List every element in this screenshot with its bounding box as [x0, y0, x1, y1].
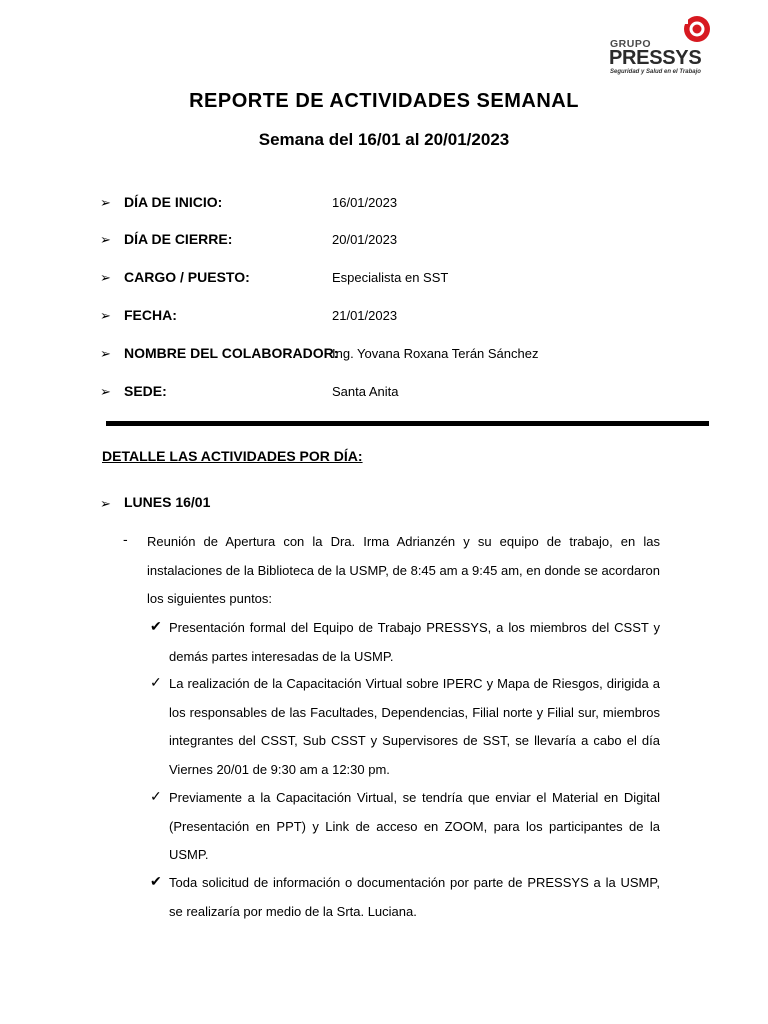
- info-label: FECHA:: [124, 307, 177, 323]
- arrowhead-bullet-icon: ➢: [100, 195, 111, 210]
- info-label: SEDE:: [124, 383, 167, 399]
- info-value: 16/01/2023: [332, 195, 398, 210]
- info-value: 21/01/2023: [332, 308, 398, 323]
- document-subtitle: Semana del 16/01 al 20/01/2023: [258, 130, 510, 149]
- horizontal-divider: [106, 421, 709, 426]
- activity-paragraph: Reunión de Apertura con la Dra. Irma Adrianzén y su equipo de trabajo, en las instalaciones de la Biblioteca de la USMP, de 8:45 am a 9:45 am, en donde se acordaron los siguientes puntos:: [147, 534, 660, 606]
- activity-point: Toda solicitud de información o documentación por parte de PRESSYS a la USMP, se realizaría por medio de la Srta. Luciana.: [169, 875, 660, 919]
- info-row-position: [100, 268, 700, 292]
- checkmark-icon: ✓: [150, 674, 162, 690]
- info-label: DÍA DE CIERRE:: [124, 231, 233, 247]
- dash-bullet: -: [123, 531, 128, 547]
- logo-circle-icon: [682, 14, 712, 44]
- arrowhead-bullet-icon: ➢: [100, 232, 111, 247]
- arrowhead-bullet-icon: ➢: [100, 496, 111, 511]
- activity-point: Presentación formal del Equipo de Trabajo PRESSYS, a los miembros del CSST y demás partes interesadas de la USMP.: [169, 620, 660, 664]
- section-heading: DETALLE LAS ACTIVIDADES POR DÍA:: [102, 448, 363, 464]
- info-row-site: [100, 382, 700, 406]
- info-row-start-date: [100, 193, 700, 217]
- logo-group-text: GRUPO: [610, 38, 652, 50]
- logo-tagline: Seguridad y Salud en el Trabajo: [610, 69, 701, 75]
- checkmark-icon: ✔: [150, 618, 162, 634]
- arrowhead-bullet-icon: ➢: [100, 384, 111, 399]
- arrowhead-bullet-icon: ➢: [100, 346, 111, 361]
- logo-brand-text: PRESSYS: [609, 47, 702, 69]
- day-label: LUNES 16/01: [124, 494, 211, 510]
- arrowhead-bullet-icon: ➢: [100, 308, 111, 323]
- checkmark-icon: ✓: [150, 788, 162, 804]
- arrowhead-bullet-icon: ➢: [100, 270, 111, 285]
- activity-point: Previamente a la Capacitación Virtual, se tendría que enviar el Material en Digital (Presentación en PPT) y Link de acceso en ZOOM, para los participantes de la USMP.: [169, 790, 660, 862]
- info-row-collaborator: [100, 344, 700, 368]
- info-value: Especialista en SST: [332, 270, 449, 285]
- document-title: REPORTE DE ACTIVIDADES SEMANAL: [189, 90, 579, 112]
- info-row-end-date: [100, 230, 700, 254]
- activity-point: La realización de la Capacitación Virtual sobre IPERC y Mapa de Riesgos, dirigida a los responsables de las Facultades, Dependencias, Filial norte y Filial sur, miembros integrantes del CSST, Sub CSST y Supervisores de SST, se llevaría a cabo el día Viernes 20/01 de 9:30 am a 12:30 pm.: [169, 676, 660, 777]
- info-label: NOMBRE DEL COLABORADOR:: [124, 345, 339, 361]
- info-label: DÍA DE INICIO:: [124, 194, 223, 210]
- info-label: CARGO / PUESTO:: [124, 269, 250, 285]
- info-row-date: [100, 306, 700, 330]
- checkmark-icon: ✔: [150, 873, 162, 889]
- info-value: 20/01/2023: [332, 232, 398, 247]
- info-value: Santa Anita: [332, 384, 399, 399]
- info-value: Ing. Yovana Roxana Terán Sánchez: [332, 346, 539, 361]
- company-logo: [608, 14, 716, 78]
